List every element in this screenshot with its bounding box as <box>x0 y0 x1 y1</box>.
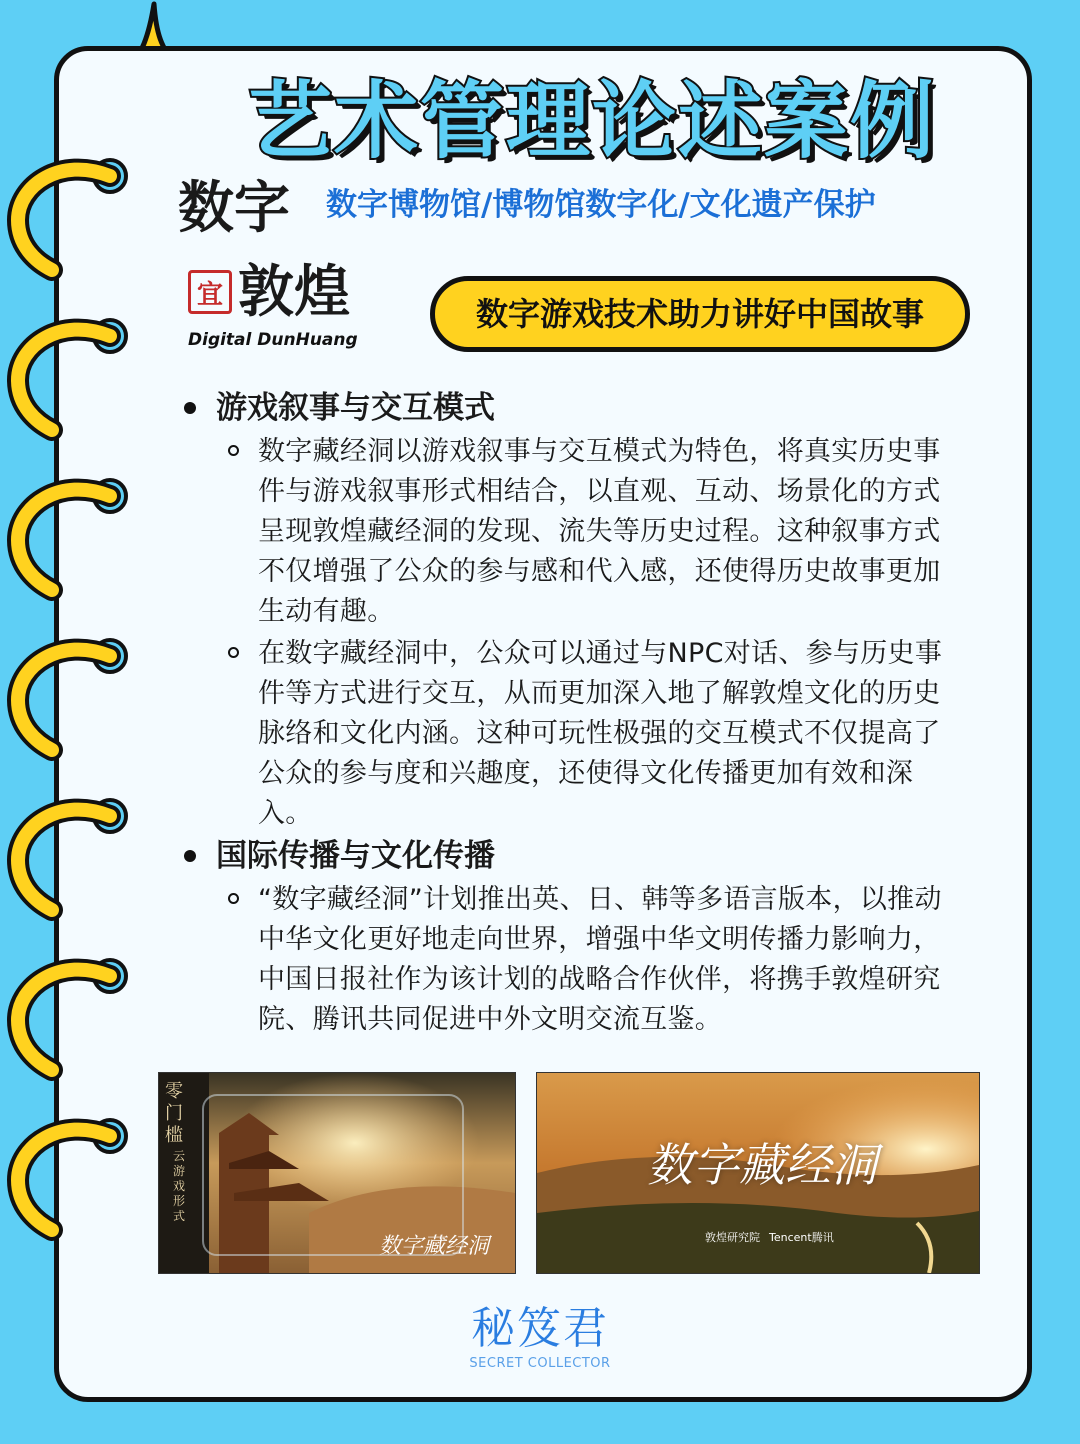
binder-ring-icon <box>18 1120 126 1230</box>
game-logo-text: 数字藏经洞 <box>379 1234 490 1259</box>
list-item <box>180 880 954 1040</box>
logo-line2: 敦煌 <box>238 259 350 325</box>
bullet-icon <box>184 850 196 862</box>
binder-ring-icon <box>18 160 126 270</box>
binder-rings <box>0 0 160 1444</box>
section-narrative <box>180 386 980 834</box>
digital-dunhuang-logo <box>172 175 372 358</box>
list-item <box>180 432 954 632</box>
article-body <box>180 386 980 1040</box>
footer-brand: 秘笈君 <box>471 1303 609 1354</box>
page-subtitle: 数字博物馆/博物馆数字化/文化遗产保护 <box>326 187 876 223</box>
binder-ring-icon <box>18 960 126 1070</box>
logo-english: Digital DunHuang <box>188 330 358 350</box>
binder-ring-icon <box>18 320 126 430</box>
section-heading-text: 游戏叙事与交互模式 <box>216 390 495 426</box>
partner-logo-2: Tencent腾讯 <box>769 1231 834 1244</box>
vertical-title: 零门槛 <box>165 1081 183 1146</box>
section-international <box>180 834 980 1040</box>
logo-seal: 宜 <box>188 270 232 314</box>
circle-bullet-icon <box>228 647 239 658</box>
list-item-text: “数字藏经洞”计划推出英、日、韩等多语言版本，以推动中华文化更好地走向世界，增强中华文明传播力影响力，中国日报社作为该计划的战略合作伙伴，将携手敦煌研究院、腾讯共同促进中外文明交流互鉴。 <box>258 884 942 1035</box>
page-title: 艺术管理论述案例 <box>248 72 937 170</box>
vertical-subtitle: 云游戏形式 <box>173 1149 186 1223</box>
footer-brand-en: SECRET COLLECTOR <box>469 1356 611 1371</box>
list-item-text: 数字藏经洞以游戏叙事与交互模式为特色，将真实历史事件与游戏叙事形式相结合，以直观、互动、场景化的方式呈现敦煌藏经洞的发现、流失等历史过程。这种叙事方式不仅增强了公众的参与感和代入感，还使得历史故事更加生动有趣。 <box>258 436 941 627</box>
section-heading <box>180 834 980 878</box>
desert-scene-image <box>536 1072 980 1274</box>
list-item-text: 在数字藏经洞中，公众可以通过与NPC对话、参与历史事件等方式进行交互，从而更加深入地了解敦煌文化的历史脉络和文化内涵。这种可玩性极强的交互模式不仅提高了公众的参与度和兴趣度，还使得文化传播更加有效和深入。 <box>258 638 943 829</box>
partner-logo-1: 敦煌研究院 <box>705 1231 760 1244</box>
binder-ring-icon <box>18 640 126 750</box>
game-logo-text: 数字藏经洞 <box>647 1138 877 1192</box>
circle-bullet-icon <box>228 445 239 456</box>
section-heading-text: 国际传播与文化传播 <box>216 838 495 874</box>
logo-line1: 数字 <box>178 175 290 241</box>
section-heading <box>180 386 980 430</box>
banner-pill: 数字游戏技术助力讲好中国故事 <box>430 276 970 352</box>
game-screenshot-image <box>158 1072 516 1274</box>
circle-bullet-icon <box>228 893 239 904</box>
binder-ring-icon <box>18 800 126 910</box>
bullet-icon <box>184 402 196 414</box>
binder-ring-icon <box>18 480 126 590</box>
list-item <box>180 634 954 834</box>
